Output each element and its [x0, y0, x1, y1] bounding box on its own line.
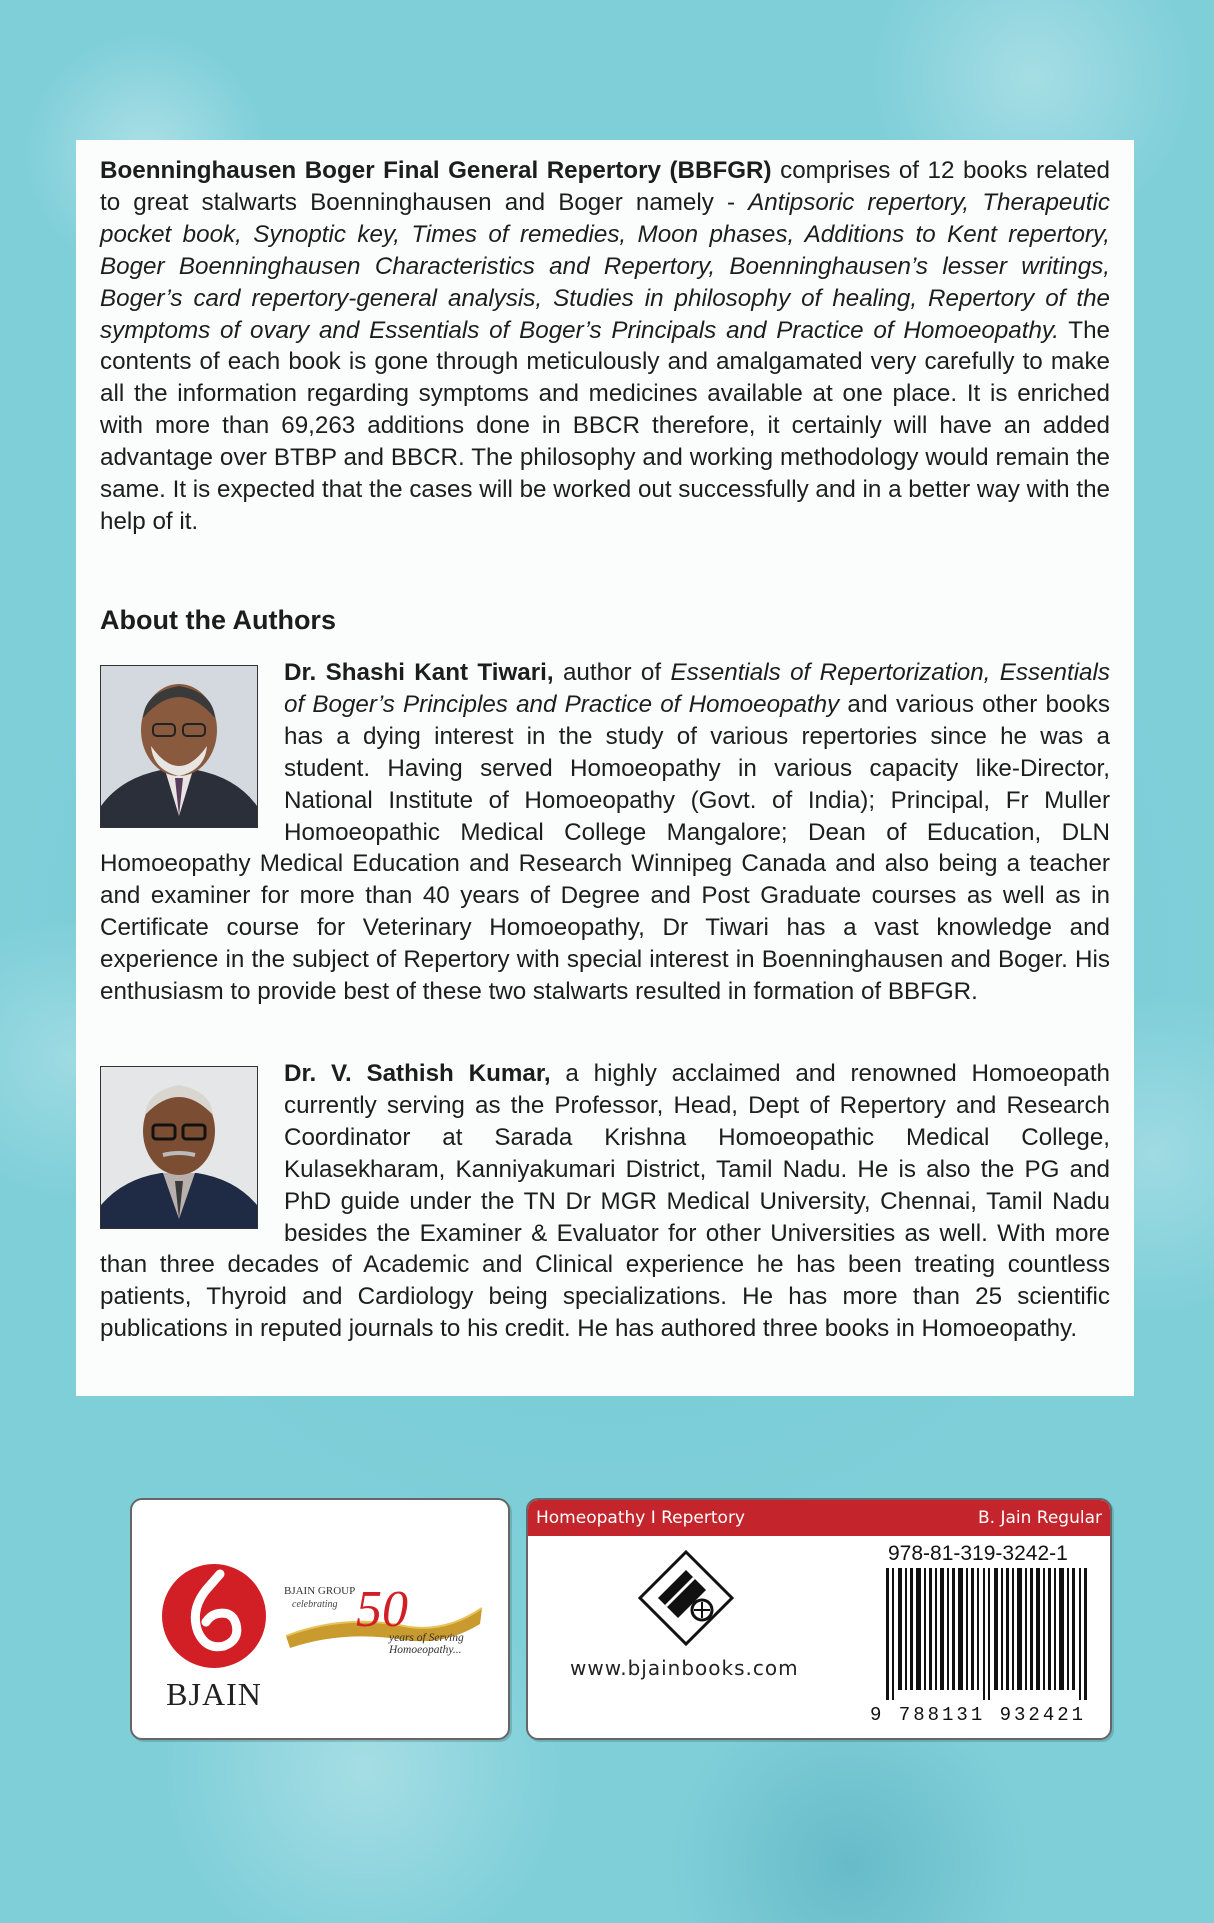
- bjain-logo-icon: [150, 1552, 278, 1672]
- book-title: Boenninghausen Boger Final General Repertory (BBFGR): [100, 157, 772, 184]
- bjain-logo-text: BJAIN: [166, 1676, 262, 1712]
- book-list: Antipsoric repertory, Therapeutic pocket book, Synoptic key, Times of remedies, Moon phases, Additions to Kent repertory, Boger Boenninghausen Characteristics and Repertory, Boenninghausen’s lesser writings, Boger’s card repertory-general analysis, Studies in philosophy of healing, Repertory of the symptoms of ovary and Essentials of Boger’s Principals and Practice of Homoeopathy.: [100, 188, 1110, 344]
- description-text: The contents of each book is gone through meticulously and amalgamated very carefully to make all the information regarding symptoms and medicines available at one place. It is enriched with more than 69,263 additions done in BBCR therefore, it certainly will have an added advantage over BTBP and BBCR. The philosophy and working methodology would remain the same. It is expected that the cases will be worked out successfully and in a better way with the help of it.: [100, 316, 1110, 535]
- author-photo: [100, 665, 258, 828]
- anniversary-number: 50: [356, 1581, 408, 1638]
- barcode-icon: [886, 1568, 1092, 1700]
- website-url: www.bjainbooks.com: [570, 1656, 799, 1680]
- book-description: [100, 155, 1110, 538]
- back-cover-panel: [76, 140, 1134, 1396]
- publisher-logo-card: [130, 1498, 510, 1740]
- publisher-info-card: [526, 1498, 1112, 1740]
- description-text: comprises of 12 books related to great stalwarts Boenninghausen and Boger namely -: [100, 157, 1110, 216]
- book-emblem-icon: [636, 1548, 736, 1648]
- isbn-label: 978-81-319-3242-1: [888, 1542, 1068, 1565]
- category-label: Homeopathy I Repertory: [536, 1508, 745, 1528]
- author-books: Essentials of Repertorization, Essentials of Boger’s Principles and Practice of Homoeopathy: [284, 659, 1110, 718]
- imprint-label: B. Jain Regular: [977, 1508, 1102, 1528]
- author-bio-kumar: [100, 1058, 1110, 1345]
- author-photo: [100, 1066, 258, 1229]
- author-bio-text: and various other books has a dying interest in the study of various repertories since he was a student. Having served Homoeopathy in various capacity like-Director, National Institute of Homoeopathy (Govt. of India); Principal, Fr Muller Homoeopathic Medical College Mangalore; Dean of Education, DLN Homoeopathy Medical Education and Research Winnipeg Canada and also being a teacher and examiner for more than 40 years of Degree and Post Graduate courses as well as in Certificate course for Veterinary Homoeopathy, Dr Tiwari has a vast knowledge and experience in the subject of Repertory with special interest in Boenninghausen and Boger. His enthusiasm to provide best of these two stalwarts resulted in formation of BBFGR.: [100, 690, 1110, 1006]
- author-name: Dr. Shashi Kant Tiwari,: [284, 659, 554, 686]
- celebrating-label: celebrating: [292, 1599, 338, 1610]
- group-label: BJAIN GROUP: [284, 1585, 356, 1597]
- author-name: Dr. V. Sathish Kumar,: [284, 1060, 551, 1087]
- author-bio-text: a highly acclaimed and renowned Homoeopath currently serving as the Professor, Head, Dept of Repertory and Research Coordinator at Sarada Krishna Homoeopathic Medical College, Kulasekharam, Kanniyakumari District, Tamil Nadu. He is also the PG and PhD guide under the TN Dr MGR Medical University, Chennai, Tamil Nadu besides the Examiner & Evaluator for other Universities as well. With more than three decades of Academic and Clinical experience he has been treating countless patients, Thyroid and Cardiology being specializations. He has more than 25 scientific publications in reputed journals to his credit. He has authored three books in Homoeopathy.: [100, 1060, 1110, 1343]
- serving-line: years of Serving: [389, 1632, 464, 1644]
- serving-line: Homoeopathy...: [389, 1644, 462, 1656]
- barcode-digits: 9 788131 932421: [870, 1704, 1087, 1726]
- authors-heading: About the Authors: [100, 605, 336, 635]
- serving-tagline: [389, 1632, 464, 1656]
- author-bio-text: author of: [553, 659, 671, 686]
- category-bar: [528, 1500, 1110, 1536]
- author-bio-tiwari: [100, 657, 1110, 1008]
